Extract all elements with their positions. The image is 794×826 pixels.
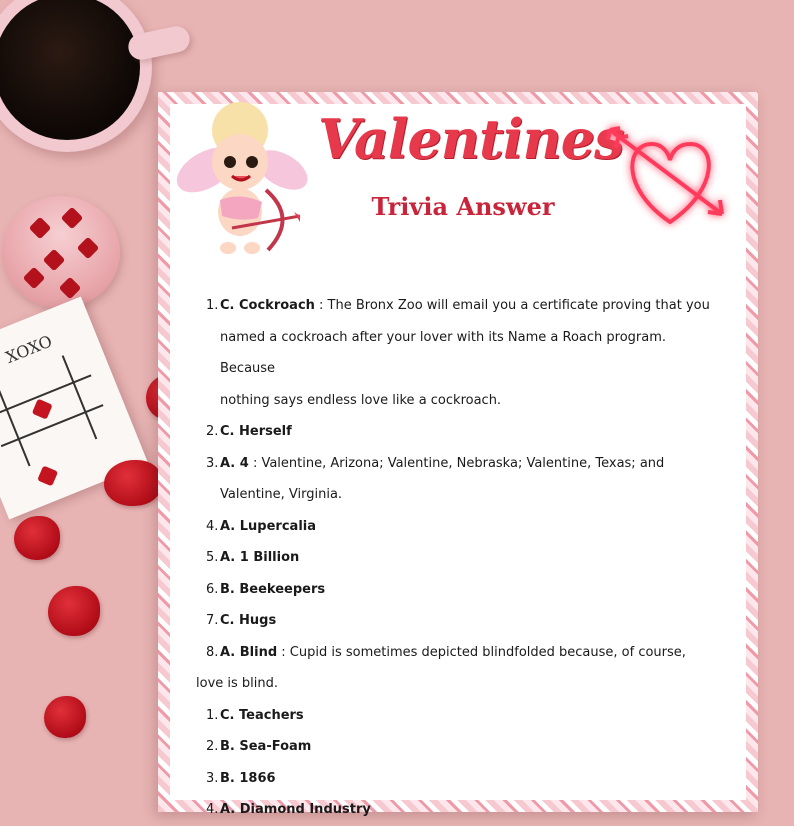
heart-sprinkle [29,217,52,240]
answer-item-9: 1. C. Teachers [206,707,304,723]
page-subtitle: Trivia Answer [371,192,555,221]
answer-item-3: 3. A. 4 : Valentine, Arizona; Valentine, Nebraska; Valentine, Texas; and Valentine, Virginia. [206,455,665,502]
rose-petal [14,516,60,560]
coffee-mug [0,0,152,152]
rose-petal [48,586,100,636]
answer-item-7: 7. C. Hugs [206,613,277,628]
answer-item-10: 2. B. Sea-Foam [206,739,312,754]
heart-sprinkle [43,249,66,272]
heart-sprinkle [61,207,84,230]
rose-petal [104,460,162,506]
heart-sprinkle [23,267,46,290]
cupid-illustration [170,100,310,260]
answer-item-6: 6. B. Beekeepers [206,581,326,597]
coffee [0,0,140,140]
page-title: Valentines [318,107,624,171]
answer-item-4: 4. A. Lupercalia [206,518,317,534]
heart-gem [37,465,58,486]
heart-sprinkle [59,277,82,300]
answer-item-1: 1. C. Cockroach : The Bronx Zoo will email you a certificate proving that you named a cockroach after your lover with its Name a Roach program. Because nothing says endless love like a cockroach. [206,298,710,408]
answer-list [196,290,716,826]
answer-item-5: 5. A. 1 Billion [206,550,300,565]
xoxo-text: XOXO [3,331,55,368]
answer-item-2: 2. C. Herself [206,424,292,439]
heart-sprinkle [77,237,100,260]
answer-item-8: 8. A. Blind : Cupid is sometimes depicted blindfolded because, of course, love is blind. [196,644,686,691]
cupcake [2,196,120,308]
answer-item-12: 4. A. Diamond Industry [206,802,371,817]
neon-heart-icon [600,110,740,240]
rose-petal [44,696,86,738]
answer-item-11: 3. B. 1866 [206,770,276,786]
